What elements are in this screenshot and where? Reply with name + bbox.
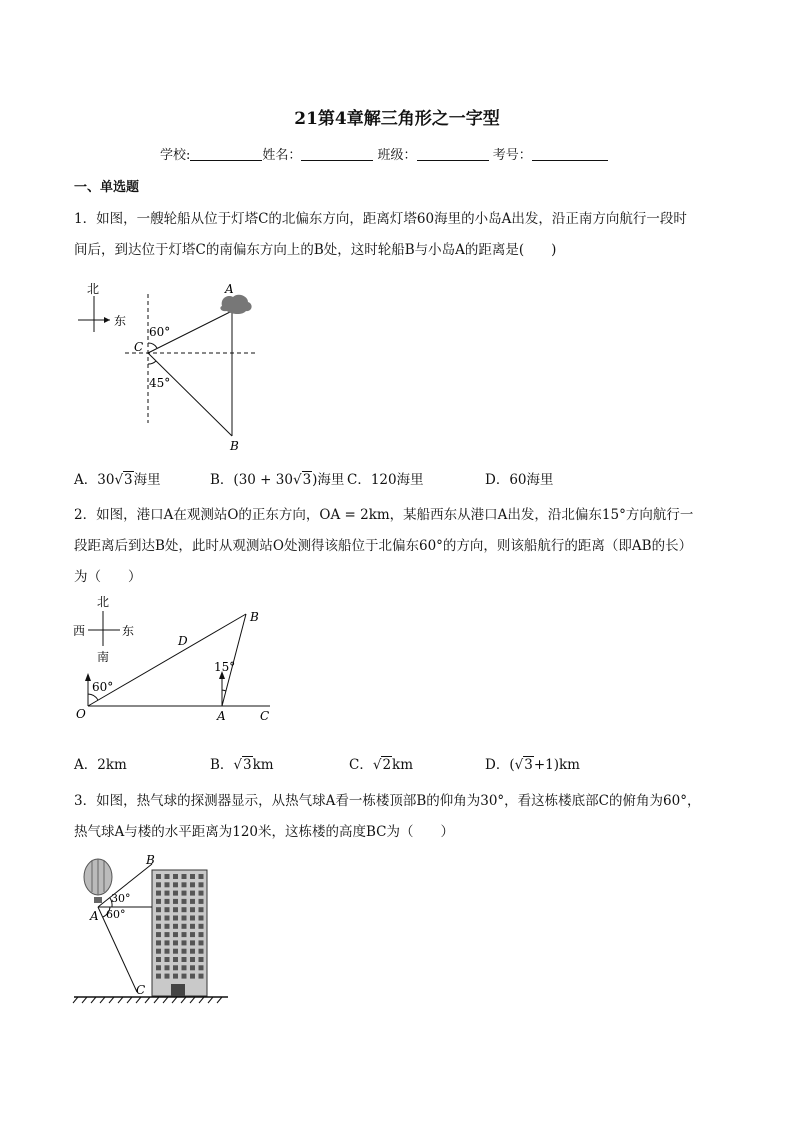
window xyxy=(190,965,195,970)
west-label: 西 xyxy=(73,624,86,638)
north-label: 北 xyxy=(97,595,110,609)
angle-60-label: 60° xyxy=(106,908,126,921)
hatch-mark xyxy=(73,997,78,1003)
point-C-label: C xyxy=(260,709,270,723)
angle-45-label: 45° xyxy=(149,376,171,390)
hatch-mark xyxy=(208,997,213,1003)
window xyxy=(190,974,195,979)
angle-30-label: 30° xyxy=(111,892,131,905)
hatch-mark xyxy=(109,997,114,1003)
angle-arc-45 xyxy=(148,361,156,364)
window xyxy=(173,924,178,929)
question-3-line-2: 热气球A与楼的水平距离为120米，这栋楼的高度BC为（ ） xyxy=(74,824,455,840)
hatch-mark xyxy=(154,997,159,1003)
q2-option-c[interactable]: C．√2km xyxy=(349,757,414,773)
hatch-mark xyxy=(163,997,168,1003)
window xyxy=(190,907,195,912)
question-1-figure xyxy=(70,278,270,453)
window xyxy=(182,899,187,904)
window xyxy=(165,874,170,879)
window xyxy=(199,932,204,937)
hatch-mark xyxy=(118,997,123,1003)
window xyxy=(182,907,187,912)
window xyxy=(165,949,170,954)
school-label: 学校: xyxy=(160,148,191,163)
point-C-label: C xyxy=(134,340,144,354)
hatch-mark xyxy=(127,997,132,1003)
window xyxy=(173,949,178,954)
question-2-line-1: 2．如图，港口A在观测站O的正东方向，OA = 2km，某船西东从港口A出发，沿北偏东15°方向航行一 xyxy=(74,507,694,523)
window xyxy=(182,974,187,979)
window xyxy=(182,949,187,954)
window xyxy=(156,874,161,879)
point-C-label: C xyxy=(136,983,146,997)
window xyxy=(173,891,178,896)
window xyxy=(156,974,161,979)
window xyxy=(182,957,187,962)
angle-60-label: 60° xyxy=(149,325,171,339)
angle-60-label: 60° xyxy=(92,680,114,694)
hatch-mark xyxy=(199,997,204,1003)
window xyxy=(182,916,187,921)
question-1-line-1: 1．如图，一艘轮船从位于灯塔C的北偏东方向，距离灯塔60海里的小岛A出发，沿正南方向航行一段时 xyxy=(74,211,687,227)
window xyxy=(156,924,161,929)
window xyxy=(165,965,170,970)
question-3-figure xyxy=(70,852,240,1007)
window xyxy=(156,916,161,921)
window xyxy=(173,882,178,887)
window xyxy=(190,932,195,937)
ground-hatching xyxy=(73,997,222,1003)
window xyxy=(165,940,170,945)
question-3-line-1: 3．如图，热气球的探测器显示，从热气球A看一栋楼顶部B的仰角为30°，看这栋楼底部C的俯角为60°， xyxy=(74,793,701,809)
window xyxy=(165,899,170,904)
question-2-figure xyxy=(70,590,280,725)
window xyxy=(173,965,178,970)
arrow-up-icon xyxy=(85,673,91,681)
window xyxy=(165,932,170,937)
id-blank[interactable] xyxy=(532,146,608,161)
east-arrow-icon xyxy=(104,317,110,323)
window xyxy=(173,957,178,962)
question-1 xyxy=(74,204,724,266)
q2-option-d[interactable]: D．(√3+1)km xyxy=(485,757,580,773)
window xyxy=(199,965,204,970)
hatch-mark xyxy=(91,997,96,1003)
hatch-mark xyxy=(181,997,186,1003)
window xyxy=(199,957,204,962)
window xyxy=(156,907,161,912)
window xyxy=(156,965,161,970)
window xyxy=(190,874,195,879)
window xyxy=(156,932,161,937)
window xyxy=(199,949,204,954)
point-O-label: O xyxy=(76,707,86,721)
window xyxy=(182,940,187,945)
window xyxy=(173,899,178,904)
point-B-label: B xyxy=(250,610,259,624)
window xyxy=(173,940,178,945)
window xyxy=(190,957,195,962)
window xyxy=(182,891,187,896)
window xyxy=(173,932,178,937)
angle-arc-15 xyxy=(222,690,226,691)
q1-option-c[interactable]: C．120海里 xyxy=(347,472,424,488)
east-label: 东 xyxy=(122,624,135,638)
window xyxy=(182,932,187,937)
window xyxy=(182,965,187,970)
point-A-label: A xyxy=(217,709,226,723)
hatch-mark xyxy=(100,997,105,1003)
question-2 xyxy=(74,500,724,593)
window xyxy=(173,916,178,921)
question-1-line-2: 间后，到达位于灯塔C的南偏东方向上的B处，这时轮船B与小岛A的距离是( ) xyxy=(74,242,557,258)
window xyxy=(199,907,204,912)
q1-option-a[interactable]: A．30√3海里 xyxy=(74,472,161,488)
window xyxy=(199,882,204,887)
window xyxy=(173,874,178,879)
window xyxy=(190,949,195,954)
name-blank[interactable] xyxy=(301,146,373,161)
window xyxy=(173,907,178,912)
school-blank[interactable] xyxy=(190,146,262,161)
point-A-label: A xyxy=(90,909,99,923)
class-label: 班级： xyxy=(377,148,417,163)
point-B-label: B xyxy=(146,853,155,867)
hatch-mark xyxy=(217,997,222,1003)
q2-option-b[interactable]: B．√3km xyxy=(210,757,274,773)
window xyxy=(156,899,161,904)
window xyxy=(165,916,170,921)
question-3 xyxy=(74,786,724,848)
window xyxy=(190,924,195,929)
window xyxy=(199,891,204,896)
window xyxy=(199,940,204,945)
segment-CB xyxy=(148,353,232,436)
window xyxy=(190,891,195,896)
window xyxy=(190,899,195,904)
point-D-label: D xyxy=(178,634,188,648)
window xyxy=(173,974,178,979)
name-label: 姓名： xyxy=(262,148,302,163)
window xyxy=(182,924,187,929)
window xyxy=(165,907,170,912)
window xyxy=(199,916,204,921)
id-label: 考号： xyxy=(492,148,532,163)
q1-option-d[interactable]: D．60海里 xyxy=(485,472,554,488)
class-blank[interactable] xyxy=(417,146,489,161)
question-2-line-2: 段距离后到达B处，此时从观测站O处测得该船位于北偏东60°的方向，则该船航行的距离（即AB的长） xyxy=(74,538,693,554)
question-2-line-3: 为（ ） xyxy=(74,569,142,585)
window xyxy=(199,974,204,979)
window xyxy=(156,891,161,896)
page-title: 21第4章解三角形之一字型 xyxy=(294,109,500,129)
angle-arc-60 xyxy=(148,343,157,348)
window xyxy=(165,974,170,979)
window xyxy=(165,924,170,929)
student-info-line xyxy=(160,144,608,163)
window xyxy=(165,891,170,896)
angle-arc-60 xyxy=(88,694,98,700)
section-heading: 一、单选题 xyxy=(74,180,140,195)
window xyxy=(156,940,161,945)
point-A-label: A xyxy=(225,282,234,296)
hatch-mark xyxy=(82,997,87,1003)
window xyxy=(182,874,187,879)
hatch-mark xyxy=(190,997,195,1003)
building-door xyxy=(171,984,185,996)
hatch-mark xyxy=(136,997,141,1003)
hatch-mark xyxy=(172,997,177,1003)
east-label: 东 xyxy=(114,314,127,328)
window xyxy=(199,924,204,929)
window xyxy=(199,874,204,879)
island-shape xyxy=(220,295,251,314)
window xyxy=(190,882,195,887)
north-label: 北 xyxy=(87,282,100,296)
window xyxy=(156,882,161,887)
angle-15-label: 15° xyxy=(214,660,236,674)
balloon-basket xyxy=(94,897,102,903)
hatch-mark xyxy=(145,997,150,1003)
window xyxy=(182,882,187,887)
q2-option-a[interactable]: A．2km xyxy=(74,757,127,773)
window xyxy=(156,957,161,962)
window xyxy=(190,916,195,921)
window xyxy=(156,949,161,954)
q1-option-b[interactable]: B．(30 + 30√3)海里 xyxy=(210,472,345,488)
point-B-label: B xyxy=(230,439,239,453)
window xyxy=(165,957,170,962)
window xyxy=(190,940,195,945)
south-label: 南 xyxy=(97,650,110,664)
window xyxy=(199,899,204,904)
window xyxy=(165,882,170,887)
